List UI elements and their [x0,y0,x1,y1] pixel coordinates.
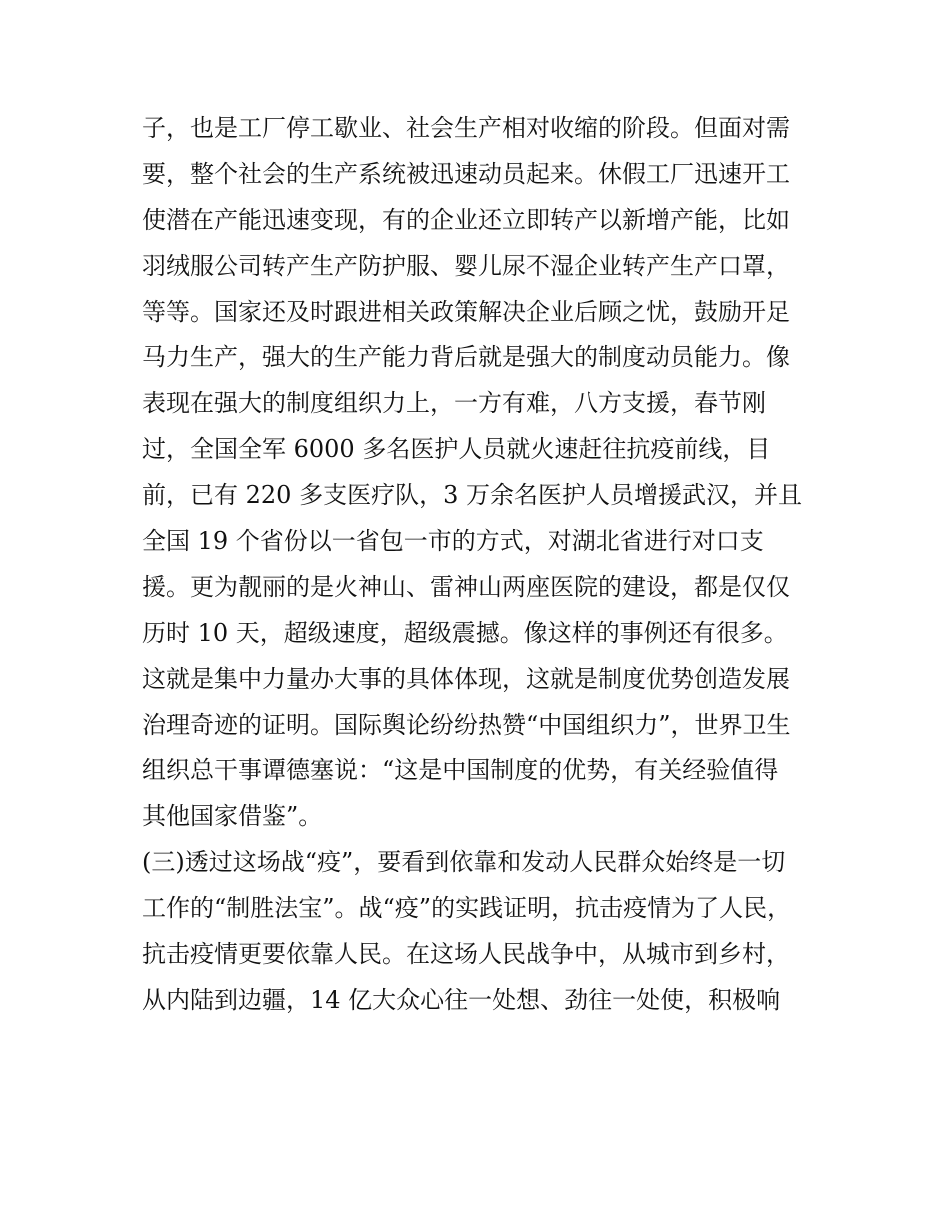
text-line: 子，也是工厂停工歇业、社会生产相对收缩的阶段。但面对需 [142,114,790,142]
text-line: 表现在强大的制度组织力上，一方有难，八方支援，春节刚 [142,389,766,418]
text-line: 组织总干事谭德塞说：“这是中国制度的优势，有关经验值得 [142,756,779,785]
text-line: 使潜在产能迅速变现，有的企业还立即转产以新增产能，比如 [142,205,790,234]
text-line: 等等。国家还及时跟进相关政策解决企业后顾之忧，鼓励开足 [142,297,790,326]
text-line: 治理奇迹的证明。国际舆论纷纷热赞“中国组织力”，世界卫生 [142,710,791,739]
text-line: 羽绒服公司转产生产防护服、婴儿尿不湿企业转产生产口罩， [142,251,790,280]
body-text [142,106,822,1024]
text-line: 这就是集中力量办大事的具体体现，这就是制度优势创造发展 [142,664,790,693]
text-line: 抗击疫情更要依靠人民。在这场人民战争中，从城市到乡村， [142,940,790,969]
text-line: 其他国家借鉴”。 [142,802,323,831]
text-line: 前，已有 220 多支医疗队，3 万余名医护人员增援武汉，并且 [142,481,802,510]
text-line: 工作的“制胜法宝”。战“疫”的实践证明，抗击疫情为了人民， [142,894,792,923]
text-line: 要，整个社会的生产系统被迅速动员起来。休假工厂迅速开工 [142,159,790,188]
text-line: 援。更为靓丽的是火神山、雷神山两座医院的建设，都是仅仅 [142,572,790,601]
text-line: 马力生产，强大的生产能力背后就是强大的制度动员能力。像 [142,343,790,372]
text-line: 过，全国全军 6000 多名医护人员就火速赶往抗疫前线，目 [142,435,771,464]
text-line: 从内陆到边疆，14 亿大众心往一处想、劲往一处使，积极响 [142,985,781,1014]
text-line: 全国 19 个省份以一省包一市的方式，对湖北省进行对口支 [142,527,764,556]
text-line: 历时 10 天，超级速度，超级震撼。像这样的事例还有很多。 [142,618,788,647]
section-heading-line: (三)透过这场战“疫”，要看到依靠和发动人民群众始终是一切 [142,848,786,877]
